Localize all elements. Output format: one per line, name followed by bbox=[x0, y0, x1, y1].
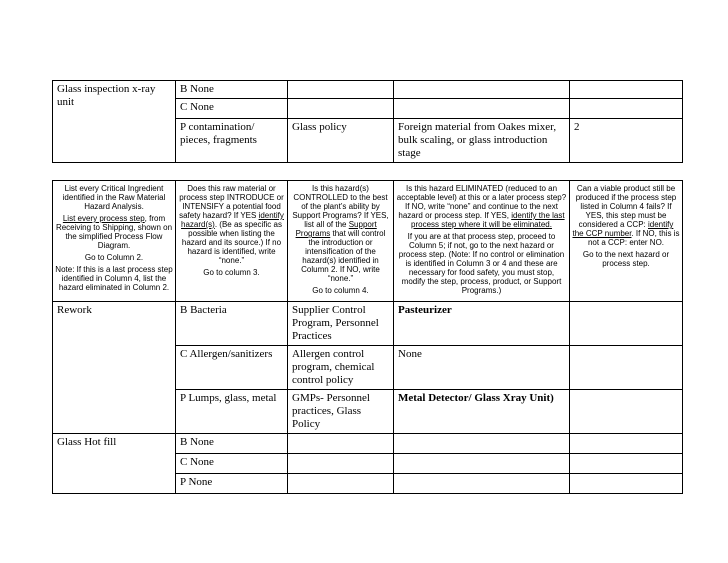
empty-cell bbox=[570, 434, 683, 454]
elimination-cell: Pasteurizer bbox=[394, 302, 570, 346]
col3-text: Go to column 4. bbox=[312, 286, 369, 295]
hazard-c-cell: C None bbox=[176, 99, 288, 119]
empty-cell bbox=[288, 99, 394, 119]
column-1-instructions bbox=[53, 181, 176, 302]
hazard-cell: B None bbox=[176, 434, 288, 454]
col5-text: Go to the next hazard or process step. bbox=[582, 250, 670, 268]
empty-cell bbox=[570, 390, 683, 434]
empty-cell bbox=[394, 81, 570, 99]
col5-text: . If NO, this is not a CCP: enter NO. bbox=[587, 229, 680, 247]
column-5-instructions bbox=[570, 181, 683, 302]
hazard-cell: P None bbox=[176, 474, 288, 494]
col1-text: Go to Column 2. bbox=[84, 253, 144, 262]
empty-cell bbox=[570, 99, 683, 119]
empty-cell bbox=[570, 474, 683, 494]
col2-text: Does this raw material or process step INTRODUCE or INTENSIFY a potential food safety hazard? If YES bbox=[179, 184, 284, 220]
col2-text: Go to column 3. bbox=[203, 268, 260, 277]
hazard-table-main bbox=[52, 180, 683, 494]
hazard-cell: B Bacteria bbox=[176, 302, 288, 346]
hazard-cell: C Allergen/sanitizers bbox=[176, 346, 288, 390]
control-cell: Allergen control program, chemical control policy bbox=[288, 346, 394, 390]
elimination-cell: Metal Detector/ Glass Xray Unit) bbox=[394, 390, 570, 434]
process-step-cell: Glass inspection x-ray unit bbox=[53, 81, 176, 163]
empty-cell bbox=[394, 454, 570, 474]
col1-underline: List every process step bbox=[62, 214, 145, 223]
col2-text: . (Be as specific as possible when listing the hazard and its source.) If no hazard is identified, write “none.” bbox=[181, 220, 282, 265]
hazard-table-top bbox=[52, 80, 683, 163]
control-cell: Glass policy bbox=[288, 119, 394, 163]
empty-cell bbox=[570, 346, 683, 390]
col3-text: Is this hazard(s) CONTROLLED to the best of the plant’s ability by Support Programs? If YES, list all of the bbox=[292, 184, 389, 229]
hazard-p-cell: P contamination/ pieces, fragments bbox=[176, 119, 288, 163]
hazard-cell: P Lumps, glass, metal bbox=[176, 390, 288, 434]
empty-cell bbox=[570, 81, 683, 99]
hazard-b-cell: B None bbox=[176, 81, 288, 99]
elimination-cell: None bbox=[394, 346, 570, 390]
hazard-cell: C None bbox=[176, 454, 288, 474]
ccp-cell: 2 bbox=[570, 119, 683, 163]
justification-cell: Foreign material from Oakes mixer, bulk scaling, or glass introduction stage bbox=[394, 119, 570, 163]
col3-text: that will control the introduction or intensification of the hazard(s) identified in Column 2. If NO, write “none.” bbox=[301, 229, 386, 283]
empty-cell bbox=[570, 454, 683, 474]
empty-cell bbox=[394, 99, 570, 119]
col4-underline: identify the last process step where it will be eliminated. bbox=[411, 211, 565, 229]
empty-cell bbox=[288, 434, 394, 454]
col3-underline: Support Programs bbox=[295, 220, 377, 238]
empty-cell bbox=[394, 434, 570, 454]
control-cell: Supplier Control Program, Personnel Practices bbox=[288, 302, 394, 346]
col4-text: Is this hazard ELIMINATED (reduced to an acceptable level) at this or a later process step? If NO, write “none” and continue to the next hazard or process step. If YES, bbox=[396, 184, 567, 220]
column-4-instructions bbox=[394, 181, 570, 302]
process-step-rework: Rework bbox=[53, 302, 176, 434]
col1-text: List every Critical Ingredient identified in the Raw Material Hazard Analysis. bbox=[62, 184, 166, 211]
col1-text: , from Receiving to Shipping, shown on the simplified Process Flow Diagram. bbox=[55, 214, 173, 250]
col5-underline: identify the CCP number bbox=[572, 220, 674, 238]
empty-cell bbox=[394, 474, 570, 494]
col5-text: Can a viable product still be produced if the process step listed in Column 4 fails? If YES, this step must be considered a CCP: bbox=[575, 184, 677, 229]
process-step-hotfill: Glass Hot fill bbox=[53, 434, 176, 494]
empty-cell bbox=[288, 474, 394, 494]
control-cell: GMPs- Personnel practices, Glass Policy bbox=[288, 390, 394, 434]
empty-cell bbox=[570, 302, 683, 346]
column-2-instructions bbox=[176, 181, 288, 302]
column-3-instructions bbox=[288, 181, 394, 302]
col4-text: If you are at that process step, proceed to Column 5; if not, go to the next hazard or process step. (Note: If no control or elimination is identified in Column 3 or 4 and these are necessary for food safety, you must stop, modify the step, process, product, or Support Programs.) bbox=[398, 232, 565, 295]
col2-underline: identify hazard(s) bbox=[181, 211, 284, 229]
empty-cell bbox=[288, 454, 394, 474]
empty-cell bbox=[288, 81, 394, 99]
col1-text: Note: If this is a last process step identified in Column 4, list the hazard eliminated in Column 2. bbox=[55, 265, 173, 292]
